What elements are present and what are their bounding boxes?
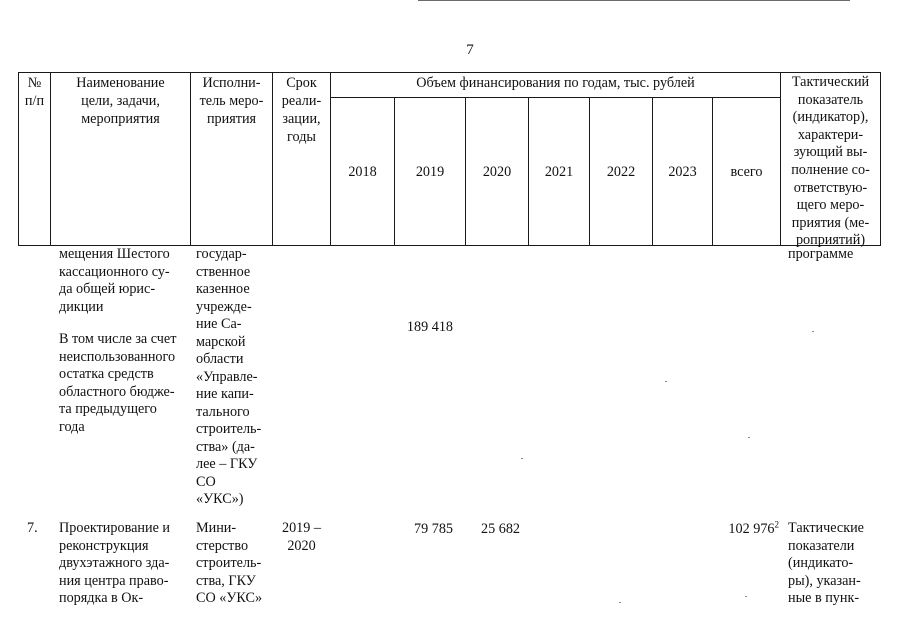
header-year-2020: 2020 bbox=[482, 164, 512, 180]
scan-speck bbox=[748, 437, 750, 438]
row7-total-footnote: 2 bbox=[774, 519, 779, 530]
row7-name: Проектирование и реконструкция двухэтажного зда- ния центра право- порядка в Ок- bbox=[59, 520, 171, 606]
row7-total-value: 102 976 bbox=[728, 521, 775, 537]
scan-speck bbox=[619, 602, 621, 603]
header-year-2022: 2022 bbox=[606, 164, 636, 180]
row7-indicator: Тактические показатели (индикато- ры), указан- ные в пунк- bbox=[788, 520, 864, 606]
row7-executor: Мини- стерство строитель- ства, ГКУ СО «УКС» bbox=[196, 520, 263, 606]
row1-name-part2: В том числе за счет неиспользованного остатка средств областного бюдже- та предыдущего года bbox=[59, 331, 177, 435]
scan-speck bbox=[665, 381, 667, 382]
scan-speck bbox=[521, 458, 523, 459]
row7-term: 2019 – 2020 bbox=[281, 520, 321, 554]
table-top-border bbox=[18, 72, 880, 73]
scan-speck bbox=[745, 596, 747, 597]
header-name: Наименование цели, задачи, мероприятия bbox=[76, 75, 165, 127]
header-year-2021: 2021 bbox=[544, 164, 574, 180]
header-term: Срок реали- зации, годы bbox=[281, 75, 322, 145]
row1-indicator: программе bbox=[788, 246, 854, 262]
header-indicator: Тактический показатель (индикатор), характери- зующий вы- полнение со- ответствую- щего меро- приятия (ме- роприятий) bbox=[791, 74, 870, 249]
top-rule bbox=[418, 0, 850, 1]
header-year-2023: 2023 bbox=[668, 164, 697, 180]
row1-executor: государ- ственное казенное учрежде- ние Са- марской области «Управле- ние капи- тального строитель- ства» (да- лее – ГКУ СО «УКС») bbox=[196, 246, 262, 507]
header-year-2019: 2019 bbox=[415, 164, 445, 180]
row7-number: 7. bbox=[27, 520, 38, 536]
header-year-2018: 2018 bbox=[348, 164, 377, 180]
row7-value-2019: 79 785 bbox=[413, 521, 453, 537]
row7-total bbox=[705, 520, 779, 538]
scan-speck bbox=[812, 331, 814, 332]
header-total: всего bbox=[730, 164, 763, 180]
col-border-12 bbox=[880, 72, 881, 246]
page-number: 7 bbox=[466, 42, 474, 58]
col-border-4 bbox=[330, 72, 331, 246]
header-executor: Исполни- тель меро- приятия bbox=[199, 75, 264, 127]
header-number: № п/п bbox=[24, 75, 45, 109]
row7-value-2020: 25 682 bbox=[480, 521, 520, 537]
row1-name-part1: мещения Шестого кассационного су- да общей юрис- дикции bbox=[59, 246, 170, 315]
header-funding: Объем финансирования по годам, тыс. рублей bbox=[416, 75, 695, 91]
row1-value-2019: 189 418 bbox=[406, 319, 453, 335]
